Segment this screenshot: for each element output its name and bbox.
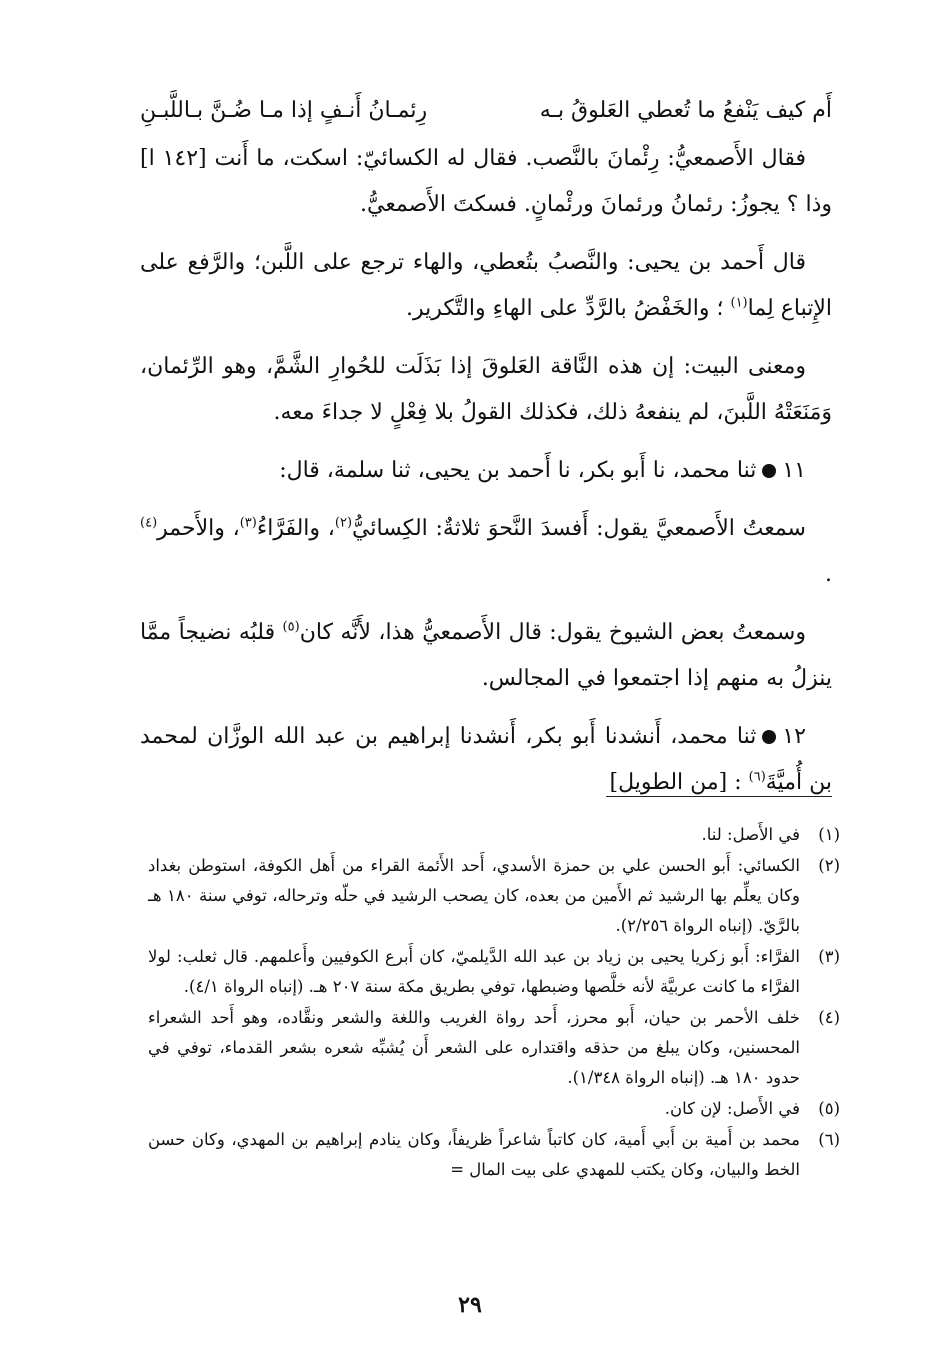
footnote-text: خلف الأحمر بن حيان، أَبو محرز، أَحد رواة الغريب واللغة والشعر ونقَّاده، وهو أَحد الشعراء المحسنين، وكان يبلغ من حذقه واقتداره على الشعر أَن يُشبِّه شعره بشعر القدماء، توفي في حدود ١٨٠ هـ. (إنباه الرواة ١/٣٤٨). [148, 1008, 800, 1087]
entry-12-text: ثنا محمد، أَنشدنا أَبو بكر، أَنشدنا إبراهيم بن عبد الله الوزَّان لمحمد بن أُميَّةَ [140, 724, 832, 795]
quote-part-d: . [825, 562, 832, 587]
entry-11-isnad [140, 448, 832, 494]
entry-11-number: ١١ [782, 458, 806, 483]
sheikh-part-b: قلبُه نضيجاً ممَّا ينزلُ به منهم إذا اجتمعوا في المجالس. [140, 620, 832, 691]
paragraph-ahmad-grammar [140, 240, 832, 332]
quote-part-a: سمعتُ الأَصمعيَّ يقول: أَفسدَ النَّحوَ ثلاثةٌ: الكِسائيُّ [352, 516, 806, 541]
footnote-5 [148, 1094, 840, 1124]
footnote-ref-3[interactable]: (٣) [239, 515, 257, 531]
verse-second-hemistich: رِئمـانُ أَنـفٍ إذا مـا ضُـنَّ بـاللَّبـنِ [140, 98, 428, 123]
footnote-1 [148, 820, 840, 850]
footnote-number: (٦) [818, 1130, 840, 1149]
footnote-3 [148, 942, 840, 1002]
footnote-text: محمد بن أَمية بن أَبي أَمية، كان كاتباً شاعراً ظريفاً، وكان ينادم إبراهيم بن المهدي، وكان حسن الخط والبيان، وكان يكتب للمهدي على بيت المال = [148, 1130, 800, 1179]
paragraph-asmai-reply: فقال الأَصمعيُّ: رِئْمانَ بالنَّصب. فقال له الكسائيّ: اسكت، ما أَنت [١٤٢ ا] وذا ؟ يجوزُ: رئمانُ ورئمانَ ورئْمانٍ. فسكتَ الأَصمعيُّ. [140, 146, 832, 217]
entry-11-sheikh [140, 610, 832, 702]
footnote-text: الفرَّاء: أَبو زكريا يحيى بن زياد بن عبد الله الدَّيلميّ، كان أَبرع الكوفيين وأَعلمهم. قال ثعلب: لولا الفرَّاء ما كانت عربيَّة لأنه خلَّصها وضبطها، توفي بطريق مكة سنة ٢٠٧ هـ. (إنباه الرواة ٤/١). [148, 947, 800, 996]
footnote-number: (٤) [818, 1008, 840, 1027]
footnote-number: (٣) [818, 947, 840, 966]
page-number: ٢٩ [458, 1292, 482, 1318]
paragraph-verse-meaning: ومعنى البيت: إن هذه النَّاقة العَلوقَ إذا بَذَلَت للحُوارِ الشَّمَّ، وهو الرِّئمان، وَمَنَعَتْهُ اللَّبنَ، لم ينفعهُ ذلك، فكذلك القولُ بلا فِعْلٍ لا جداءَ معه. [140, 354, 832, 425]
footnote-text: في الأَصل: لنا. [701, 825, 800, 844]
footnote-2 [148, 851, 840, 941]
footnote-number: (١) [818, 825, 840, 844]
footnote-number: (٥) [818, 1099, 840, 1118]
footnote-text: في الأَصل: لإن كان. [664, 1099, 800, 1118]
bullet-icon [762, 730, 776, 744]
footnote-ref-4[interactable]: (٤) [140, 515, 158, 531]
entry-11-quote [140, 506, 832, 598]
footnotes-section [148, 820, 840, 1186]
quote-part-b: ، والفَرَّاءُ [256, 516, 335, 541]
footnote-ref-5[interactable]: (٥) [282, 619, 300, 635]
footnote-divider [606, 796, 832, 797]
bullet-icon [762, 464, 776, 478]
footnote-ref-1[interactable]: (١) [730, 295, 748, 311]
paragraph-ahmad-part2: ؛ والخَفْضُ بالرَّدِّ على الهاءِ والتَّكرير. [405, 296, 724, 321]
footnote-text: الكسائي: أَبو الحسن علي بن حمزة الأسدي، أَحد الأَئمة القراء من أَهل الكوفة، استوطن بغداد وكان يعلِّم بها الرشيد ثم الأَمين من بعده، كان يصحب الرشيد في حلّه وترحاله، توفي سنة ١٨٠ هـ بالرَّيّ. (إنباه الرواة ٢/٢٥٦). [148, 856, 801, 935]
footnote-6 [148, 1125, 840, 1185]
verse-first-hemistich: أَم كيف يَنْفعُ ما تُعطي العَلوقُ بـه [539, 98, 832, 123]
quote-part-c: ، والأَحمر [157, 516, 240, 541]
entry-11-text: ثنا محمد، نا أَبو بكر، نا أَحمد بن يحيى، ثنا سلمة، قال: [279, 458, 757, 483]
entry-12-number: ١٢ [782, 724, 806, 749]
sheikh-part-a: وسمعتُ بعض الشيوخ يقول: قال الأَصمعيُّ هذا، لأَنَّه كان [299, 620, 806, 645]
footnote-number: (٢) [818, 856, 840, 875]
paragraph-ahmad-part1: قال أَحمد بن يحيى: والنَّصبُ بتُعطي، والهاء ترجع على اللَّبن؛ والرَّفع على الإِتباع لِما [140, 250, 832, 321]
entry-12-isnad [140, 714, 832, 806]
poetry-verse [140, 88, 832, 134]
main-text [140, 88, 832, 818]
footnote-ref-2[interactable]: (٢) [334, 515, 353, 531]
footnote-4 [148, 1003, 840, 1093]
entry-12-meter: : [من الطويل] [609, 770, 742, 795]
footnote-ref-6[interactable]: (٦) [748, 769, 766, 785]
